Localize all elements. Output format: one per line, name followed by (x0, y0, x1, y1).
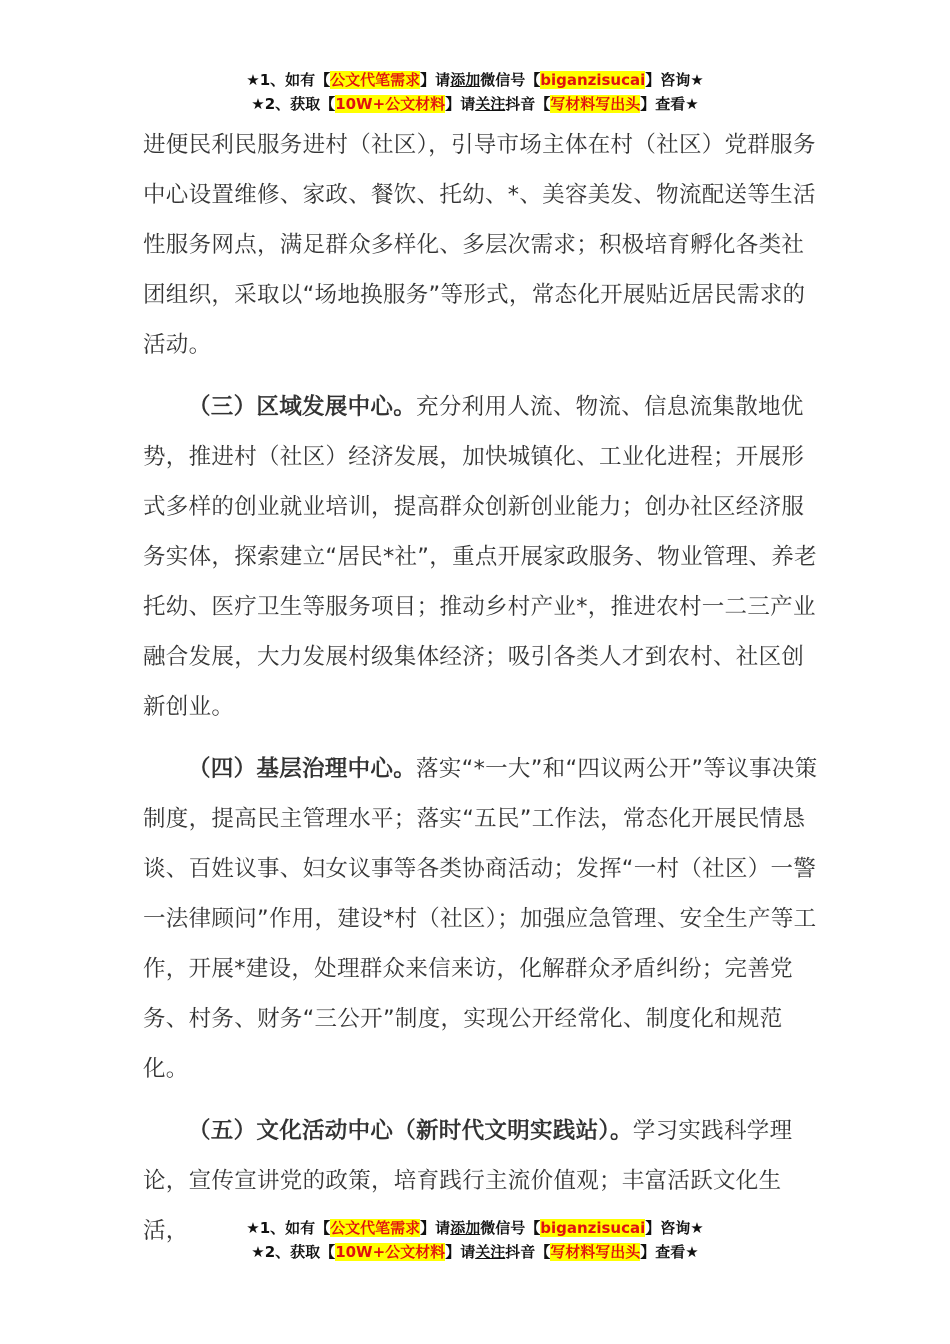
document-body (143, 120, 823, 1256)
paragraph-text: 进便民利民服务进村（社区），引导市场主体在村（社区）党群服务中心设置维修、家政、餐饮、托幼、*、美容美发、物流配送等生活性服务网点，满足群众多样化、多层次需求；积极培育孵化各类社团组织，采取以“场地换服务”等形式，常态化开展贴近居民需求的活动。 (143, 132, 816, 358)
paragraph-text: 落实“*一大”和“四议两公开”等议事决策制度，提高民主管理水平；落实“五民”工作法，常态化开展民情恳谈、百姓议事、妇女议事等各类协商活动；发挥“一村（社区）一警一法律顾问”作用，建设*村（社区）；加强应急管理、安全生产等工作，开展*建设，处理群众来信来访，化解群众矛盾纠纷；完善党务、村务、财务“三公开”制度，实现公开经常化、制度化和规范化。 (143, 756, 818, 1082)
banner-text: 微信号【 (480, 1219, 541, 1237)
paragraph-regional-development (143, 382, 823, 732)
paragraph-text: 充分利用人流、物流、信息流集散地优势，推进村（社区）经济发展，加快城镇化、工业化进程；开展形式多样的创业就业培训，提高群众创新创业能力；创办社区经济服务实体，探索建立“居民*社”，重点开展家政服务、物业管理、养老托幼、医疗卫生等服务项目；推动乡村产业*，推进农村一二三产业融合发展，大力发展村级集体经济；吸引各类人才到农村、社区创新创业。 (143, 394, 817, 720)
banner-text: 微信号【 (480, 71, 541, 89)
banner-line-2 (0, 1240, 950, 1264)
banner-text: 】咨询★ (645, 1219, 704, 1237)
underlined-word: 添加 (450, 1219, 481, 1237)
banner-line-2 (0, 92, 950, 116)
wechat-id: biganzisucai (540, 71, 646, 89)
banner-text: ★2、获取【 (251, 95, 336, 113)
banner-text: 】咨询★ (645, 71, 704, 89)
banner-text: ★1、如有【 (246, 1219, 331, 1237)
highlight-tag: 10W+公文材料 (335, 1243, 446, 1261)
banner-line-1 (0, 1216, 950, 1240)
banner-text: ★2、获取【 (251, 1243, 336, 1261)
header-banner (0, 68, 950, 116)
paragraph-continued (143, 120, 823, 370)
paragraph-text: 学习实践科学理论，宣传宣讲党的政策，培育践行主流价值观；丰富活跃文化生活， (143, 1118, 793, 1244)
section-heading: （三）区域发展中心。 (188, 394, 417, 420)
banner-text: ★1、如有【 (246, 71, 331, 89)
wechat-id: biganzisucai (540, 1219, 646, 1237)
highlight-tag: 公文代笔需求 (330, 1219, 421, 1237)
banner-text: 抖音【 (505, 1243, 551, 1261)
footer-banner (0, 1216, 950, 1264)
highlight-tag: 10W+公文材料 (335, 95, 446, 113)
underlined-word: 关注 (475, 95, 506, 113)
banner-text: 】请 (445, 95, 476, 113)
banner-text: 】请 (445, 1243, 476, 1261)
banner-line-1 (0, 68, 950, 92)
banner-text: 】查看★ (640, 95, 699, 113)
banner-text: 】请 (420, 71, 451, 89)
highlight-tag: 公文代笔需求 (330, 71, 421, 89)
banner-text: 】请 (420, 1219, 451, 1237)
douyin-account: 写材料写出头 (550, 95, 641, 113)
banner-text: 抖音【 (505, 95, 551, 113)
section-heading: （四）基层治理中心。 (188, 756, 417, 782)
underlined-word: 添加 (450, 71, 481, 89)
douyin-account: 写材料写出头 (550, 1243, 641, 1261)
banner-text: 】查看★ (640, 1243, 699, 1261)
paragraph-grassroots-governance (143, 744, 823, 1094)
underlined-word: 关注 (475, 1243, 506, 1261)
section-heading: （五）文化活动中心（新时代文明实践站）。 (188, 1118, 633, 1144)
